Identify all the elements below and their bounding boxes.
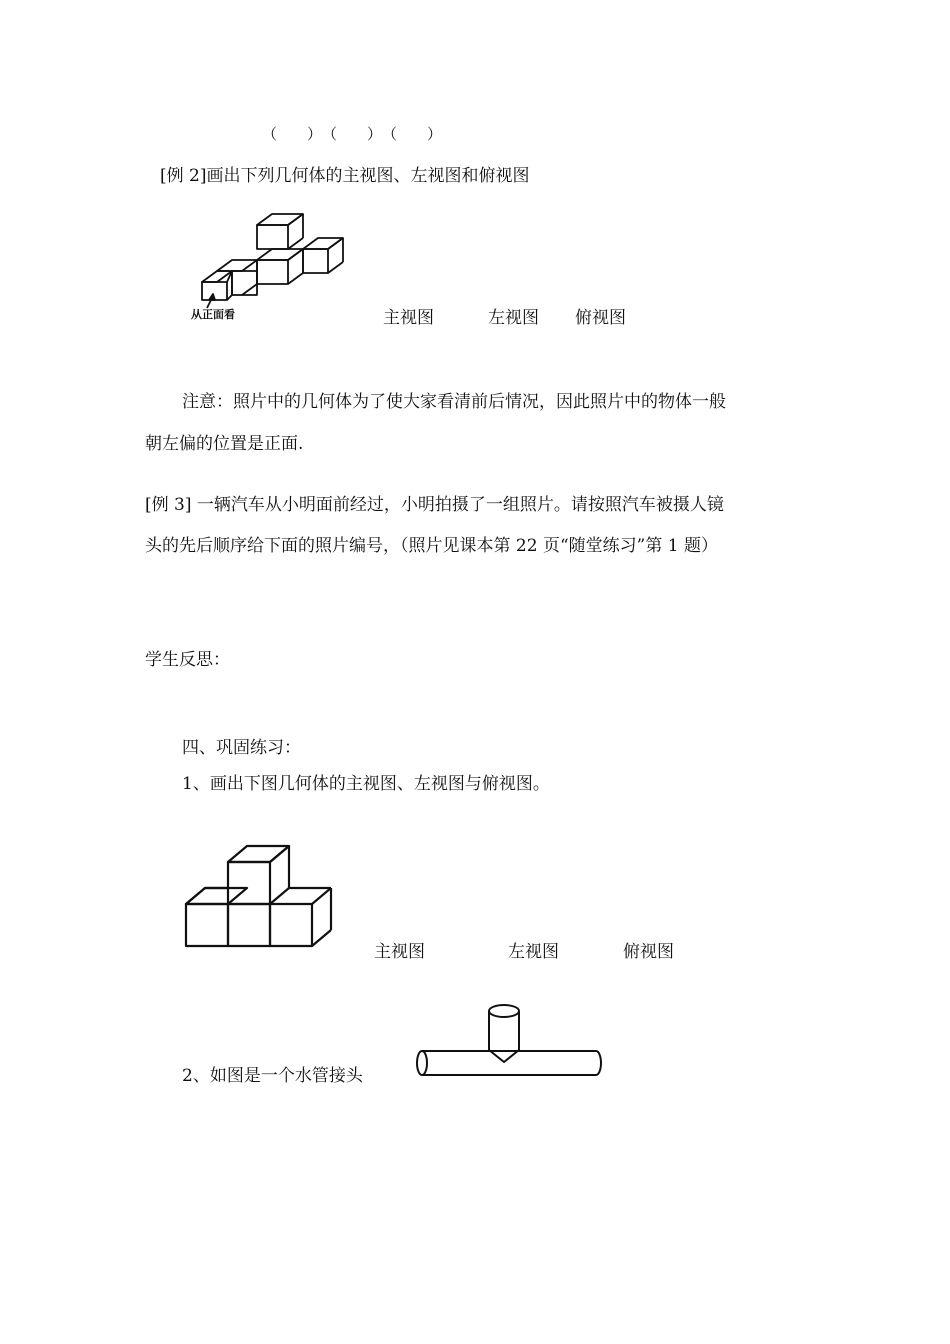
practice-q1-figure bbox=[183, 838, 343, 950]
practice-q1-view-front: 主视图 bbox=[374, 942, 425, 962]
note-line1: 注意：照片中的几何体为了使大家看清前后情况，因此照片中的物体一般 bbox=[182, 392, 726, 412]
practice-q2: 2、如图是一个水管接头 bbox=[182, 1066, 363, 1086]
practice-q1-view-top: 俯视图 bbox=[623, 942, 674, 962]
example3-line1: [例 3] 一辆汽车从小明面前经过，小明拍摄了一组照片。请按照汽车被摄人镜 bbox=[145, 495, 724, 515]
answer-blanks: （ ） （ ） （ ） bbox=[262, 125, 443, 143]
pipe-joint-figure bbox=[408, 998, 608, 1083]
practice-heading: 四、巩固练习： bbox=[182, 738, 301, 758]
practice-q1: 1、画出下图几何体的主视图、左视图与俯视图。 bbox=[182, 774, 550, 794]
example2-view-left: 左视图 bbox=[488, 308, 539, 328]
example2-title: [例 2]画出下列几何体的主视图、左视图和俯视图 bbox=[160, 166, 530, 186]
from-front-label: 从正面看 bbox=[191, 308, 235, 321]
example2-view-front: 主视图 bbox=[383, 308, 434, 328]
example2-view-top: 俯视图 bbox=[575, 308, 626, 328]
example3-line2: 头的先后顺序给下面的照片编号，（照片见课本第 22 页“随堂练习”第 1 题） bbox=[145, 536, 718, 556]
student-reflection: 学生反思： bbox=[145, 650, 230, 670]
note-line2: 朝左偏的位置是正面. bbox=[145, 434, 304, 454]
example2-figure bbox=[183, 200, 353, 325]
practice-q1-view-left: 左视图 bbox=[508, 942, 559, 962]
